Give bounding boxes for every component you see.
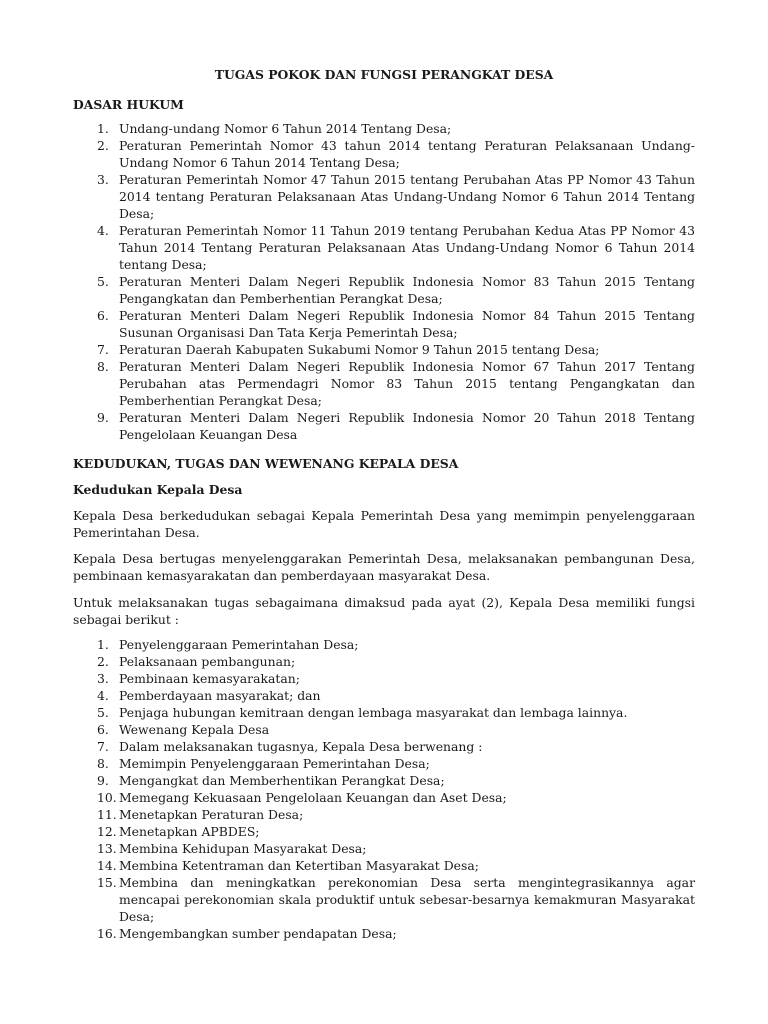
fungsi-list	[73, 636, 695, 942]
list-item: 8. Peraturan Menteri Dalam Negeri Republik Indonesia Nomor 67 Tahun 2017 Tentang Perubahan atas Permendagri Nomor 83 Tahun 2015 tentang Pengangkatan dan Pemberhentian Perangkat Desa;	[97, 359, 695, 408]
list-item: 4. Peraturan Pemerintah Nomor 11 Tahun 2019 tentang Perubahan Kedua Atas PP Nomor 43 Tahun 2014 Tentang Peraturan Pelaksanaan Atas Undang-Undang Nomor 6 Tahun 2014 tentang Desa;	[97, 223, 695, 272]
list-item: 2. Peraturan Pemerintah Nomor 43 tahun 2014 tentang Peraturan Pelaksanaan Undang-Undang Nomor 6 Tahun 2014 Tentang Desa;	[97, 138, 695, 170]
list-item: 7. Peraturan Daerah Kabupaten Sukabumi Nomor 9 Tahun 2015 tentang Desa;	[97, 342, 600, 357]
section-heading-kedudukan: KEDUDUKAN, TUGAS DAN WEWENANG KEPALA DESA	[73, 456, 459, 471]
paragraph-kedudukan: Kepala Desa berkedudukan sebagai Kepala Pemerintah Desa yang memimpin penyelenggaraan Pemerintahan Desa.	[73, 508, 695, 540]
list-item: 8. Memimpin Penyelenggaraan Pemerintahan Desa;	[97, 756, 430, 771]
list-item: 7. Dalam melaksanakan tugasnya, Kepala Desa berwenang :	[97, 739, 483, 754]
list-item: 2. Pelaksanaan pembangunan;	[97, 654, 296, 669]
list-item: 13. Membina Kehidupan Masyarakat Desa;	[97, 841, 367, 856]
list-item: 6. Wewenang Kepala Desa	[97, 722, 270, 737]
list-item: 14. Membina Ketentraman dan Ketertiban Masyarakat Desa;	[97, 858, 479, 873]
paragraph-fungsi-intro: Untuk melaksanakan tugas sebagaimana dimaksud pada ayat (2), Kepala Desa memiliki fungsi sebagai berikut :	[73, 595, 695, 627]
dasar-hukum-list	[73, 120, 695, 443]
paragraph-tugas: Kepala Desa bertugas menyelenggarakan Pemerintah Desa, melaksanakan pembangunan Desa, pembinaan kemasyarakatan dan pemberdayaan masyarakat Desa.	[73, 551, 695, 583]
list-item: 16. Mengembangkan sumber pendapatan Desa;	[97, 926, 397, 941]
list-item: 3. Pembinaan kemasyarakatan;	[97, 671, 300, 686]
list-item: 9. Peraturan Menteri Dalam Negeri Republik Indonesia Nomor 20 Tahun 2018 Tentang Pengelolaan Keuangan Desa	[97, 410, 695, 442]
list-item: 5. Peraturan Menteri Dalam Negeri Republik Indonesia Nomor 83 Tahun 2015 Tentang Pengangkatan dan Pemberhentian Perangkat Desa;	[97, 274, 695, 306]
list-item: 6. Peraturan Menteri Dalam Negeri Republik Indonesia Nomor 84 Tahun 2015 Tentang Susunan Organisasi Dan Tata Kerja Pemerintah Desa;	[97, 308, 695, 340]
section-heading-dasar-hukum: DASAR HUKUM	[73, 97, 184, 112]
subheading-kedudukan-kepala-desa: Kedudukan Kepala Desa	[73, 482, 243, 497]
list-item: 11. Menetapkan Peraturan Desa;	[97, 807, 304, 822]
list-item: 3. Peraturan Pemerintah Nomor 47 Tahun 2015 tentang Perubahan Atas PP Nomor 43 Tahun 2014 tentang Peraturan Pelaksanaan Atas Undang-Undang Nomor 6 Tahun 2014 Tentang Desa;	[97, 172, 695, 221]
list-item: 5. Penjaga hubungan kemitraan dengan lembaga masyarakat dan lembaga lainnya.	[97, 705, 628, 720]
document-title: TUGAS POKOK DAN FUNGSI PERANGKAT DESA	[214, 67, 554, 82]
list-item: 1. Undang-undang Nomor 6 Tahun 2014 Tentang Desa;	[97, 121, 452, 136]
list-item: 15. Membina dan meningkatkan perekonomian Desa serta mengintegrasikannya agar mencapai perekonomian skala produktif untuk sebesar-besarnya kemakmuran Masyarakat Desa;	[97, 875, 695, 924]
list-item: 4. Pemberdayaan masyarakat; dan	[97, 688, 321, 703]
list-item: 1. Penyelenggaraan Pemerintahan Desa;	[97, 637, 359, 652]
list-item: 10. Memegang Kekuasaan Pengelolaan Keuangan dan Aset Desa;	[97, 790, 507, 805]
list-item: 12. Menetapkan APBDES;	[97, 824, 260, 839]
list-item: 9. Mengangkat dan Memberhentikan Perangkat Desa;	[97, 773, 445, 788]
